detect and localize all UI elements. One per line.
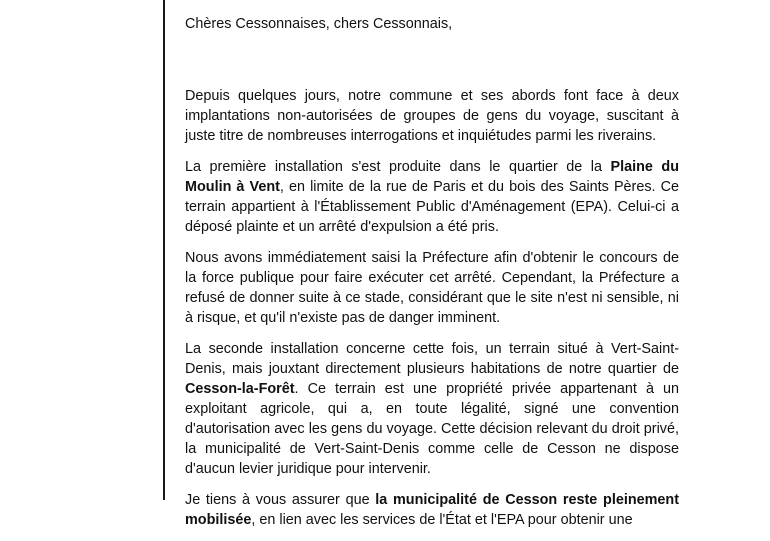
salutation: Chères Cessonnaises, chers Cessonnais, (185, 16, 453, 32)
paragraph-commitment (185, 490, 679, 530)
paragraph-prefecture: Nous avons immédiatement saisi la Préfecture afin d'obtenir le concours de la force publique pour faire exécuter cet arrêté. Cependant, la Préfecture a refusé de donner suite à ce stade, considérant que le site n'est ni sensible, ni à risque, et qu'il n'existe pas de danger imminent. (185, 250, 679, 326)
paragraph-text: La première installation s'est produite dans le quartier de la (185, 159, 611, 175)
paragraph-text: Je tiens à vous assurer que (185, 492, 376, 508)
letter-body (185, 14, 679, 541)
bold-place-name: Cesson-la-Forêt (185, 381, 295, 397)
paragraph-intro: Depuis quelques jours, notre commune et ses abords font face à deux implantations non-autorisées de groupes de gens du voyage, suscitant à juste titre de nombreuses interrogations et inquiétudes parmi les riverains. (185, 88, 679, 144)
paragraph-text: , en limite de la rue de Paris et du bois des Saints Pères. Ce terrain appartient à l'Établissement Public d'Aménagement (EPA). Celui-ci a déposé plainte et un arrêté d'expulsion a été pris. (185, 179, 680, 235)
paragraph-first-installation (185, 157, 679, 237)
bold-place-name: Plaine du Moulin à Vent (185, 159, 679, 195)
paragraph-text: La seconde installation concerne cette fois, un terrain situé à Vert-Saint-Denis, mais jouxtant directement plusieurs habitations de notre quartier de (185, 341, 679, 377)
paragraph-second-installation (185, 339, 679, 479)
left-margin-rule (163, 0, 165, 500)
paragraph-text: . Ce terrain est une propriété privée appartenant à un exploitant agricole, qui a, en toute légalité, signé une convention d'autorisation avec les gens du voyage. Cette décision relevant du droit privé, la municipalité de Vert-Saint-Denis comme celle de Cesson ne dispose d'aucun levier juridique pour intervenir. (185, 381, 679, 477)
paragraph-text: , en lien avec les services de l'État et l'EPA pour obtenir une (251, 512, 633, 528)
bold-statement: la municipalité de Cesson reste pleinement mobilisée (185, 492, 679, 528)
